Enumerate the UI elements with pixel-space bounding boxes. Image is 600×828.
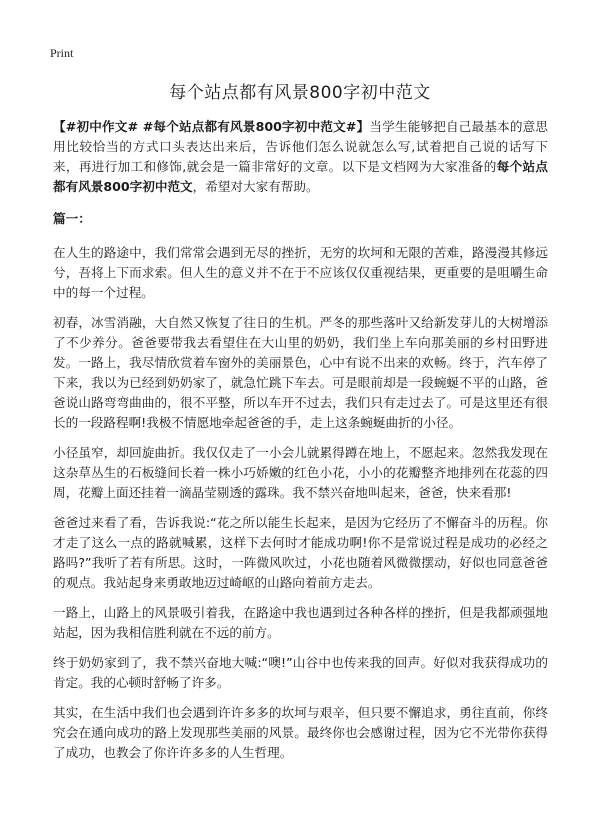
- paragraph-5: 一路上，山路上的风景吸引着我，在路途中我也遇到过各种各样的挫折，但是我都顽强地站起，因为我相信胜利就在不远的前方。: [53, 605, 548, 640]
- article-body: [53, 117, 548, 773]
- paragraph-6: 终于奶奶家到了，我不禁兴奋地大喊:“噢!”山谷中也传来我的回声。好似对我获得成功的肯定。我的心顿时舒畅了许多。: [53, 655, 548, 690]
- print-link[interactable]: Print: [50, 46, 74, 60]
- intro-closing: ，希望对大家有帮助。: [192, 179, 319, 194]
- intro-text: 当学生能够把自己最基本的意思用比较恰当的方式口头表达出来后，告诉他们怎么说就怎么写,试着把自己说的话写下来，再进行加工和修饰,就会是一篇非常好的文章。以下是文档网为大家准备的: [53, 119, 548, 174]
- paragraph-3: 小径虽窄，却回旋曲折。我仅仅走了一小会儿就累得蹲在地上，不愿起来。忽然我发现在这杂草丛生的石板缝间长着一株小巧娇嫩的红色小花，小小的花瓣整齐地排列在花蕊的四周，花瓣上面还挂着一滴晶莹剔透的露珠。我不禁兴奋地叫起来，爸爸，快来看那!: [53, 445, 548, 500]
- paragraph-2: 初春，冰雪消融，大自然又恢复了往日的生机。严冬的那些落叶又给新发芽儿的大树增添了不少养分。爸爸要带我去看望住在大山里的奶奶，我们坐上车向那美丽的乡村田野进发。一路上，我尽情欣赏着车窗外的美丽景色，心中有说不出来的欢畅。终于，汽车停了下来，我以为已经到奶奶家了，就急忙跳下车去。可是眼前却是一段蜿蜒不平的山路，爸爸说山路弯弯曲曲的，很不平整，所以车开不过去，我们只有走过去了。可是这里还有很长的一段路程啊!我极不情愿地牵起爸爸的手，走上这条蜿蜒曲折的小径。: [53, 315, 548, 430]
- paragraph-1: 在人生的路途中，我们常常会遇到无尽的挫折，无穷的坎坷和无限的苦难，路漫漫其修远兮，吾将上下而求索。但人生的意义并不在于不应该仅仅重视结果，更重要的是咀嚼生命中的每一个过程。: [53, 245, 548, 300]
- intro-tag: 【#初中作文# #每个站点都有风景800字初中范文#】: [53, 119, 370, 134]
- intro-paragraph: [53, 117, 548, 197]
- paragraph-7: 其实，在生活中我们也会遇到许许多多的坎坷与艰辛，但只要不懈追求，勇往直前，你终究会在通向成功的路上发现那些美丽的风景。最终你也会感谢过程，因为它不光带你获得了成功，也教会了你许许多多的人生哲理。: [53, 705, 548, 760]
- page-title: 每个站点都有风景800字初中范文: [169, 83, 431, 103]
- intro-bold-title: 每个站点都有风景800字初中范文: [53, 159, 548, 194]
- section-heading: 篇一：: [53, 211, 91, 226]
- paragraph-4: 爸爸过来看了看，告诉我说:“花之所以能生长起来，是因为它经历了不懈奋斗的历程。你才走了这么一点的路就喊累，这样下去何时才能成功啊!你不是常说过程是成功的必经之路吗?”我听了若有所思。这时，一阵微风吹过，小花也随着风微微摆动，好似也同意爸爸的观点。我站起身来勇敢地迈过崎岖的山路向着前方走去。: [53, 515, 548, 590]
